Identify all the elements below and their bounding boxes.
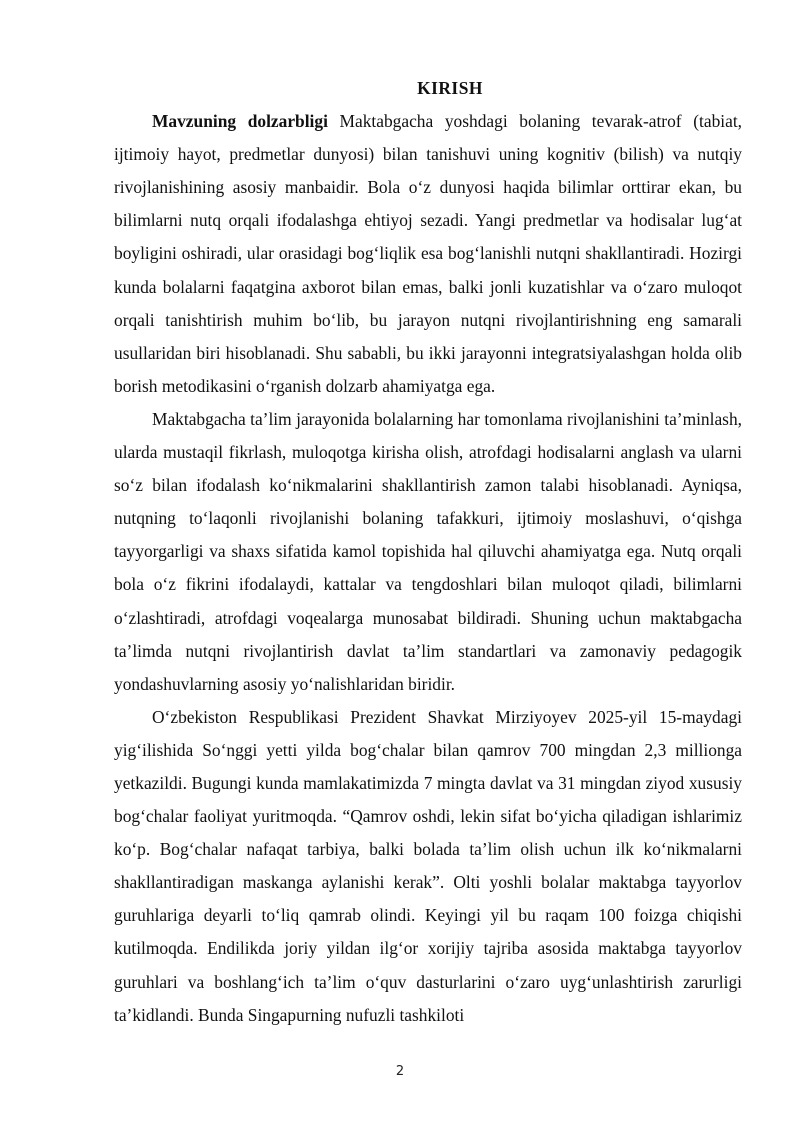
page-content xyxy=(114,72,742,1032)
paragraph-president-meeting xyxy=(114,701,742,1032)
paragraph-preschool-education xyxy=(114,403,742,701)
page-number: 2 xyxy=(395,1064,405,1079)
paragraph-relevance xyxy=(114,105,742,403)
section-title: KIRISH xyxy=(417,78,483,98)
paragraph-lead: Mavzuning dolzarbligi xyxy=(152,111,328,132)
paragraph-text: Oʻzbekiston Respublikasi Prezident Shavkat Mirziyoyev 2025-yil 15-maydagi yigʻilishida Soʻnggi yetti yilda bogʻchalar bilan qamrov 700 mingdan 2,3 millionga yetkazildi. Bugungi kunda mamlakatimizda 7 mingta davlat va 31 mingdan ziyod xususiy bogʻchalar faoliyat yuritmoqda. “Qamrov oshdi, lekin sifat boʻyicha qiladigan ishlarimiz koʻp. Bogʻchalar nafaqat tarbiya, balki bolada taʼlim olish uchun ilk koʻnikmalarni shakllantiradigan maskanga aylanishi kerak”. Olti yoshli bolalar maktabga tayyorlov guruhlariga deyarli toʻliq qamrab olindi. Keyingi yil bu raqam 100 foizga chiqishi kutilmoqda. Endilikda joriy yildan ilgʻor xorijiy tajriba asosida maktabga tayyorlov guruhlari va boshlangʻich taʼlim oʻquv dasturlarini oʻzaro uygʻunlashtirish zarurligi taʼkidlandi. Bunda Singapurning nufuzli tashkiloti xyxy=(114,706,742,1025)
paragraph-text: Maktabgacha yoshdagi bolaning tevarak-atrof (tabiat, ijtimoiy hayot, predmetlar dunyosi) bilan tanishuvi uning kognitiv (bilish) va nutqiy rivojlanishining asosiy manbaidir. Bola oʻz dunyosi haqida bilimlar orttirar ekan, bu bilimlarni nutq orqali ifodalashga ehtiyoj sezadi. Yangi predmetlar va hodisalar lugʻat boyligini oshiradi, ular orasidagi bogʻliqlik esa bogʻlanishli nutqni shakllantiradi. Hozirgi kunda bolalarni faqatgina axborot bilan emas, balki jonli kuzatishlar va oʻzaro muloqot orqali tanishtirish muhim boʻlib, bu jarayon nutqni rivojlantirishning eng samarali usullaridan biri hisoblanadi. Shu sababli, bu ikki jarayonni integratsiyalashgan holda olib borish metodikasini oʻrganish dolzarb ahamiyatga ega. xyxy=(114,111,742,396)
paragraph-text: Maktabgacha taʼlim jarayonida bolalarning har tomonlama rivojlanishini taʼminlash, ularda mustaqil fikrlash, muloqotga kirisha olish, atrofdagi hodisalarni anglash va ularni soʻz bilan ifodalash koʻnikmalarini shakllantirish zamon talabi hisoblanadi. Ayniqsa, nutqning toʻlaqonli rivojlanishi bolaning tafakkuri, ijtimoiy moslashuvi, oʻqishga tayyorgarligi va shaxs sifatida kamol topishida hal qiluvchi ahamiyatga ega. Nutq orqali bola oʻz fikrini ifodalaydi, kattalar va tengdoshlari bilan muloqot qiladi, bilimlarni oʻzlashtiradi, atrofdagi voqealarga munosabat bildiradi. Shuning uchun maktabgacha taʼlimda nutqni rivojlantirish davlat taʼlim standartlari va zamonaviy pedagogik yondashuvlarning asosiy yoʻnalishlaridan biridir. xyxy=(114,408,742,694)
